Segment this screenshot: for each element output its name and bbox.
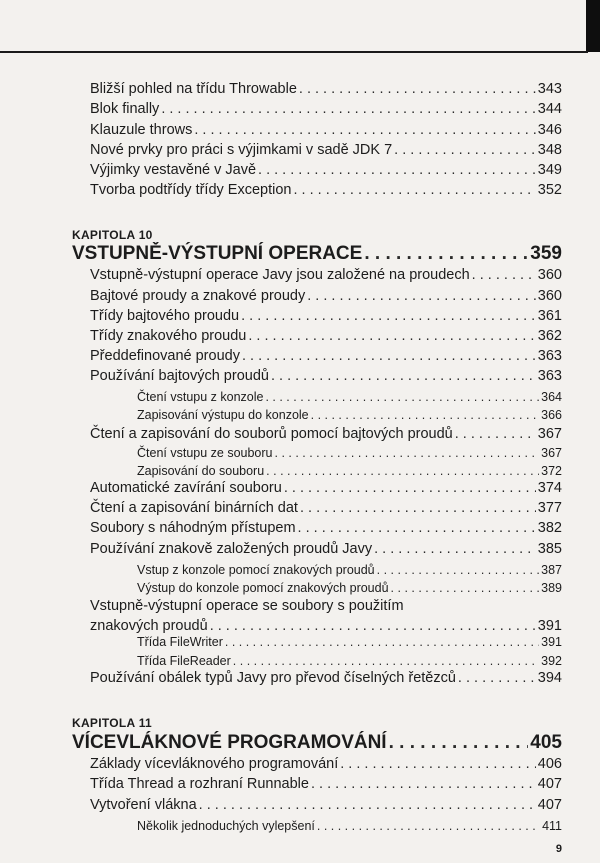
toc-entry-title: Čtení a zapisování do souborů pomocí bajtových proudů [90,426,453,442]
chapter-page: 405 [530,732,562,753]
toc-entry-page: 387 [541,563,562,577]
toc-entry-page: 361 [537,308,562,324]
toc-entry-page: 385 [537,541,562,557]
toc-entry-title: Třída FileReader [137,654,231,668]
chapter-heading[interactable] [72,731,562,755]
toc-entry-page: 363 [537,368,562,384]
toc-entry[interactable] [90,366,562,386]
toc-entry-title: Čtení vstupu z konzole [137,390,264,404]
toc-entry-title: Blok finally [90,101,160,117]
toc-entry-page: 348 [537,142,562,158]
toc-entry-page: 363 [537,348,562,364]
toc-entry[interactable] [90,539,562,559]
toc-entry[interactable] [90,265,562,285]
toc-entry-page: 343 [537,81,562,97]
toc-entry[interactable] [90,79,562,99]
toc-entry-page: 344 [537,101,562,117]
toc-entry[interactable] [90,180,562,200]
toc-entry-page: 346 [537,122,562,138]
toc-entry-page: 352 [537,182,562,198]
toc-entry-title: Používání obálek typů Javy pro převod číselných řetězců [90,670,456,686]
chapter-label: KAPITOLA 11 [72,716,152,730]
toc-subentry[interactable] [137,388,562,406]
header-rule [0,51,588,53]
toc-entry-page: 367 [541,446,562,460]
toc-entry-page: 406 [537,756,562,772]
toc-entry-title: Soubory s náhodným přístupem [90,520,296,536]
toc-entry-title: Vstupně-výstupní operace Javy jsou založené na proudech [90,267,470,283]
toc-entry-title: Tvorba podtřídy třídy Exception [90,182,292,198]
toc-entry-title: Klauzule throws [90,122,193,138]
toc-entry-page: 360 [537,288,562,304]
toc-entry-page: 391 [537,618,562,634]
toc-entry-page: 364 [541,390,562,404]
toc-entry-title: Nové prvky pro práci s výjimkami v sadě JDK 7 [90,142,393,158]
toc-entry[interactable] [90,424,562,444]
toc-entry-page: 349 [537,162,562,178]
toc-entry-title: Třída Thread a rozhraní Runnable [90,776,309,792]
toc-entry-title: Základy vícevláknového programování [90,756,339,772]
toc-subentry[interactable] [137,817,562,835]
toc-subentry[interactable] [137,579,562,597]
toc-entry[interactable] [90,795,562,815]
corner-tab [586,0,600,52]
toc-entry-title: Používání bajtových proudů [90,368,269,384]
toc-entry-title: Čtení vstupu ze souboru [137,446,273,460]
toc-subentry[interactable] [137,406,562,424]
toc-entry-page: 407 [537,776,562,792]
toc-entry-page: 407 [537,797,562,813]
toc-subentry[interactable] [137,633,562,651]
toc-entry[interactable] [90,326,562,346]
toc-entry-title: Bližší pohled na třídu Throwable [90,81,297,97]
toc-entry-page: 391 [541,635,562,649]
page-number: 9 [555,843,562,855]
toc-entry-title: Vstup z konzole pomocí znakových proudů [137,563,375,577]
toc-entry-title: Několik jednoduchých vylepšení [137,819,315,833]
toc-entry[interactable] [90,346,562,366]
chapter-title: VSTUPNĚ-VÝSTUPNÍ OPERACE [72,243,363,264]
toc-entry-page: 377 [537,500,562,516]
toc-entry-page: 360 [537,267,562,283]
toc-subentry[interactable] [137,561,562,579]
toc-entry-title-line2: znakových proudů [90,618,208,634]
toc-entry-page: 372 [541,464,562,478]
toc-entry-page: 367 [537,426,562,442]
toc-entry-title: Výjimky vestavěné v Javě [90,162,257,178]
toc-entry-title: Předdefinované proudy [90,348,240,364]
chapter-title: VÍCEVLÁKNOVÉ PROGRAMOVÁNÍ [72,732,387,753]
toc-entry-page: 382 [537,520,562,536]
chapter-label: KAPITOLA 10 [72,228,153,242]
toc-entry-title: Třída FileWriter [137,635,223,649]
toc-entry-title: Čtení a zapisování binárních dat [90,500,298,516]
toc-entry-page: 374 [537,480,562,496]
toc-entry-title: Výstup do konzole pomocí znakových proudů [137,581,389,595]
toc-entry[interactable] [90,160,562,180]
toc-entry-page: 362 [537,328,562,344]
toc-entry-page: 394 [537,670,562,686]
toc-entry[interactable] [90,498,562,518]
toc-entry[interactable] [90,478,562,498]
toc-entry-title: Zapisování výstupu do konzole [137,408,309,422]
toc-entry-page: 411 [542,819,562,833]
toc-subentry[interactable] [137,444,562,462]
toc-entry[interactable] [90,668,562,688]
toc-entry-title: Třídy bajtového proudu [90,308,240,324]
toc-entry-title: Vytvoření vlákna [90,797,197,813]
toc-entry-title-line1[interactable]: Vstupně-výstupní operace se soubory s použitím [90,598,404,614]
toc-entry[interactable] [90,518,562,538]
toc-entry-page: 366 [541,408,562,422]
toc-entry-title: Zapisování do souboru [137,464,265,478]
toc-entry[interactable] [90,140,562,160]
toc-entry[interactable] [90,286,562,306]
toc-entry-title: Třídy znakového proudu [90,328,247,344]
toc-entry[interactable] [90,120,562,140]
toc-entry[interactable] [90,99,562,119]
chapter-page: 359 [530,243,562,264]
toc-entry-page: 392 [541,654,562,668]
toc-entry-title: Bajtové proudy a znakové proudy [90,288,306,304]
toc-entry[interactable] [90,774,562,794]
toc-entry-page: 389 [541,581,562,595]
toc-entry[interactable] [90,754,562,774]
toc-entry-title: Používání znakově založených proudů Javy [90,541,373,557]
toc-entry-title: Automatické zavírání souboru [90,480,282,496]
toc-entry[interactable] [90,306,562,326]
chapter-heading[interactable] [72,242,562,266]
